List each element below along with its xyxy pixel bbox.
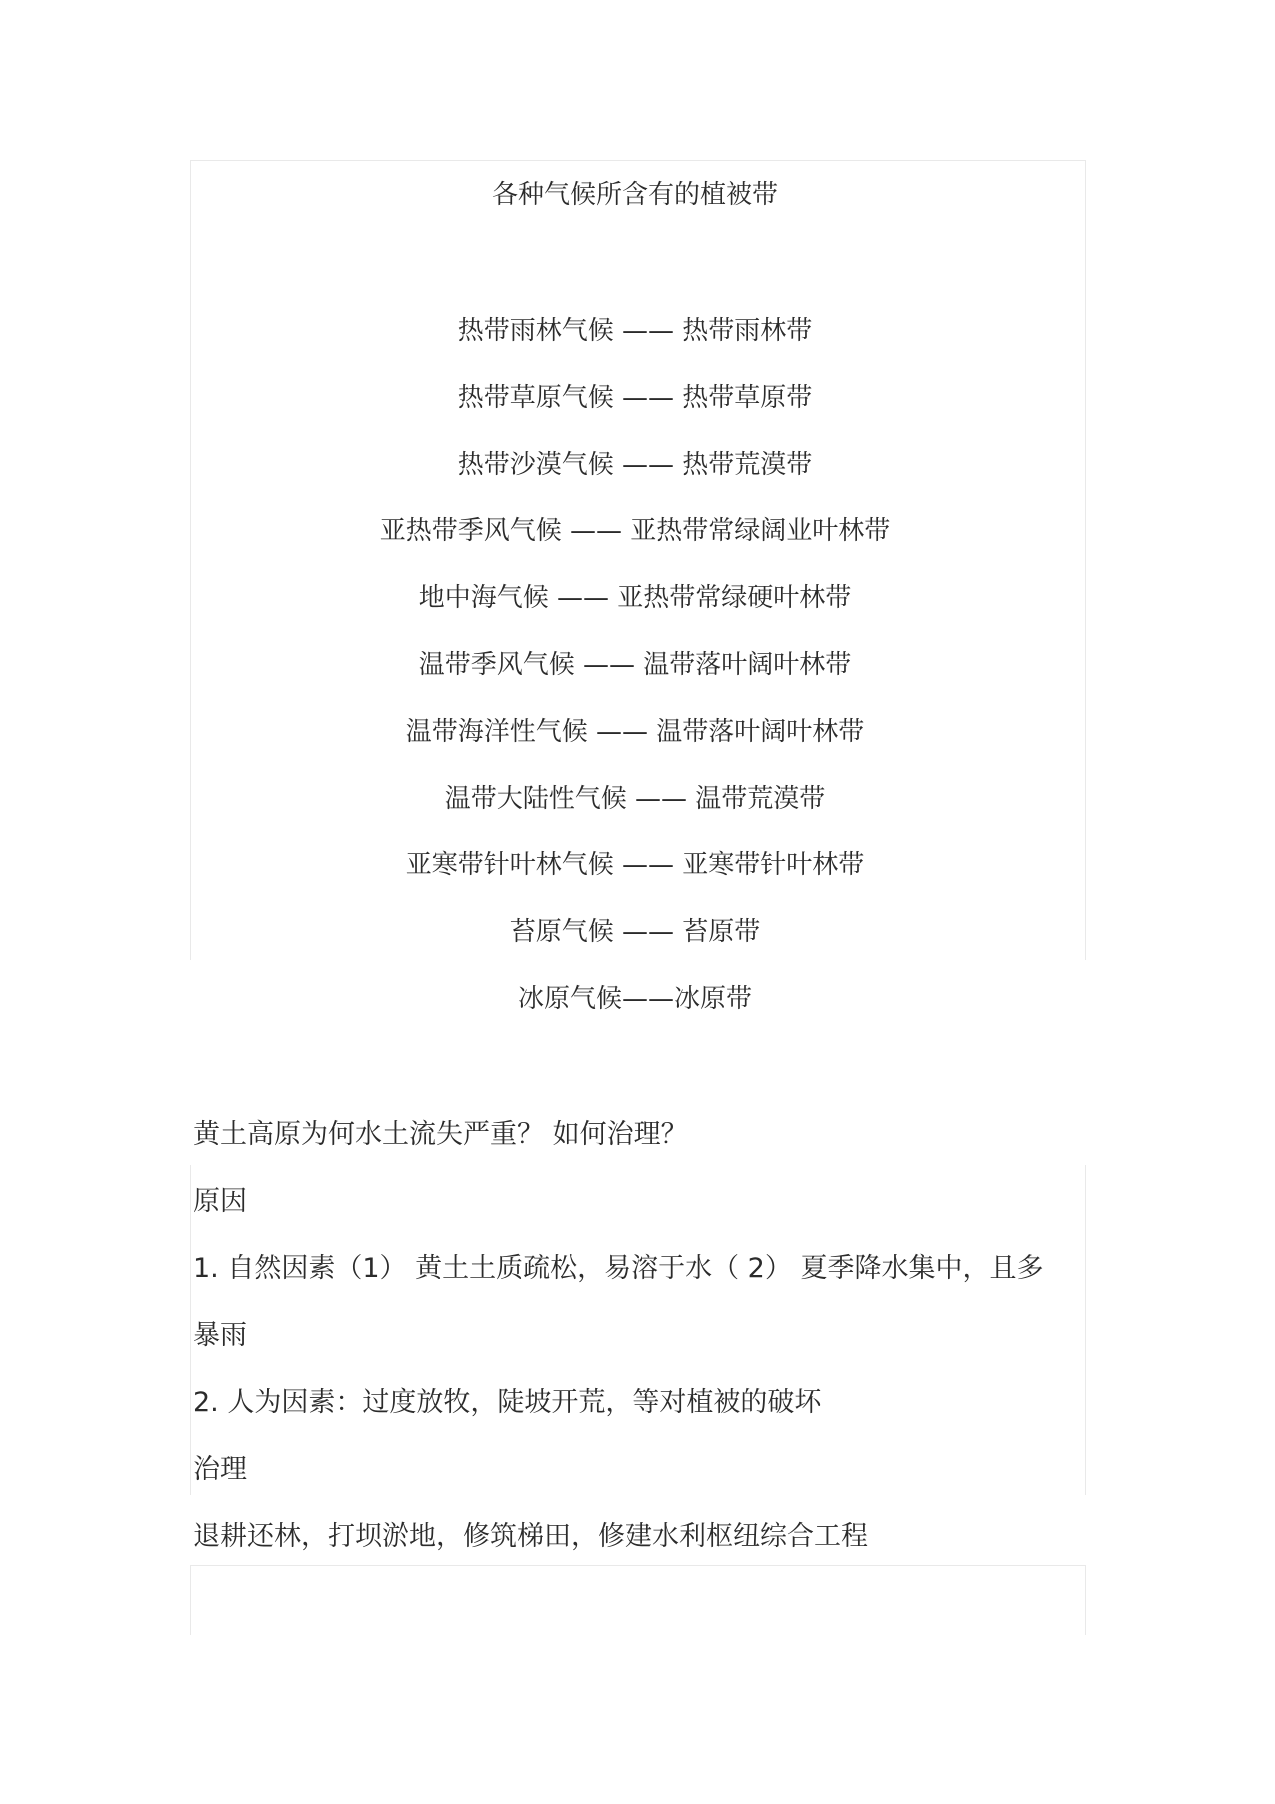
pair-line: 热带沙漠气候 —— 热带荒漠带 (457, 450, 813, 480)
cause-2: 2. 人为因素：过度放牧，陡坡开荒，等对植被的破坏 (193, 1387, 822, 1418)
frame-right-line-2 (1085, 1165, 1086, 1495)
frame-right-line-3 (1085, 1565, 1086, 1635)
question-heading: 黄土高原为何水土流失严重？ 如何治理？ (193, 1119, 688, 1150)
pair-line: 热带雨林气候 —— 热带雨林带 (457, 316, 813, 346)
cause-heading: 原因 (193, 1186, 247, 1217)
section-title: 各种气候所含有的植被带 (491, 180, 778, 210)
cause-1-line-1: 1. 自然因素（1） 黄土土质疏松，易溶于水（ 2） 夏季降水集中，且多 (193, 1253, 1044, 1284)
pair-line: 地中海气候 —— 亚热带常绿硬叶林带 (418, 583, 852, 613)
treatment-heading: 治理 (193, 1454, 247, 1485)
pair-line: 温带季风气候 —— 温带落叶阔叶林带 (418, 650, 852, 680)
pair-line: 热带草原气候 —— 热带草原带 (457, 383, 813, 413)
treatment-text: 退耕还林，打坝淤地，修筑梯田，修建水利枢纽综合工程 (193, 1521, 868, 1552)
pair-line: 冰原气候——冰原带 (517, 984, 752, 1014)
frame-left-line-1 (190, 160, 191, 960)
frame-top-line (190, 160, 1086, 161)
pair-line: 温带大陆性气候 —— 温带荒漠带 (444, 784, 826, 814)
frame-left-line-3 (190, 1565, 191, 1635)
frame-right-line-1 (1085, 160, 1086, 960)
pair-line: 温带海洋性气候 —— 温带落叶阔叶林带 (405, 717, 865, 747)
frame-box-top-line (190, 1565, 1086, 1566)
cause-1-line-2: 暴雨 (193, 1320, 247, 1351)
pair-line: 苔原气候 —— 苔原带 (509, 917, 761, 947)
frame-left-line-2 (190, 1165, 191, 1495)
pair-line: 亚寒带针叶林气候 —— 亚寒带针叶林带 (405, 850, 865, 880)
pair-line: 亚热带季风气候 —— 亚热带常绿阔业叶林带 (379, 516, 891, 546)
